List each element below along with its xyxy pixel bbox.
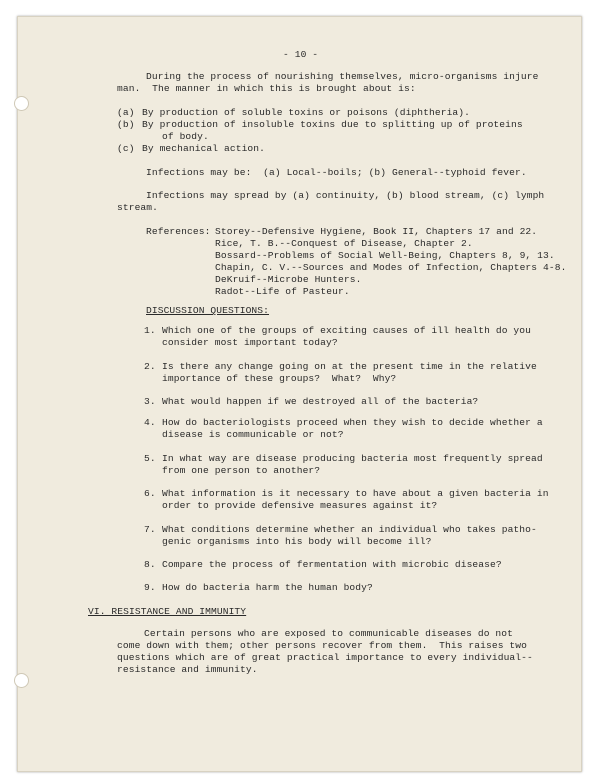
question-text: consider most important today? [162, 337, 338, 348]
infections-types: Infections may be: (a) Local--boils; (b) General--typhoid fever. [146, 167, 527, 178]
list-item: By production of soluble toxins or poisons (diphtheria). [142, 107, 471, 118]
list-marker: (b) [117, 119, 135, 130]
closing-line: Certain persons who are exposed to communicable diseases do not [144, 628, 514, 639]
question-text: How do bacteriologists proceed when they wish to decide whether a [162, 417, 543, 428]
section-heading: VI. RESISTANCE AND IMMUNITY [88, 606, 247, 617]
question-text: from one person to another? [162, 465, 321, 476]
question-number: 3. [144, 396, 156, 407]
list-marker: (a) [117, 107, 135, 118]
question-text: importance of these groups? What? Why? [162, 373, 397, 384]
question-text: order to provide defensive measures against it? [162, 500, 438, 511]
punch-hole [14, 673, 29, 688]
question-number: 7. [144, 524, 156, 535]
reference-item: DeKruif--Microbe Hunters. [215, 274, 362, 285]
spread-line: Infections may spread by (a) continuity, (b) blood stream, (c) lymph [146, 190, 545, 201]
reference-item: Bossard--Problems of Social Well-Being, Chapters 8, 9, 13. [215, 250, 555, 261]
question-text: What conditions determine whether an individual who takes patho- [162, 524, 537, 535]
question-number: 6. [144, 488, 156, 499]
reference-item: Rice, T. B.--Conquest of Disease, Chapter 2. [215, 238, 473, 249]
spread-line: stream. [117, 202, 159, 213]
question-text: Is there any change going on at the present time in the relative [162, 361, 537, 372]
question-text: disease is communicable or not? [162, 429, 344, 440]
list-item: of body. [162, 131, 209, 142]
intro-line: During the process of nourishing themselves, micro-organisms injure [146, 71, 539, 82]
closing-line: resistance and immunity. [117, 664, 258, 675]
question-number: 8. [144, 559, 156, 570]
question-number: 5. [144, 453, 156, 464]
question-text: Which one of the groups of exciting causes of ill health do you [162, 325, 532, 336]
reference-item: Radot--Life of Pasteur. [215, 286, 350, 297]
list-item: By mechanical action. [142, 143, 266, 154]
question-text: How do bacteria harm the human body? [162, 582, 373, 593]
punch-hole [14, 96, 29, 111]
question-number: 1. [144, 325, 156, 336]
question-number: 2. [144, 361, 156, 372]
page-number: - 10 - [283, 49, 319, 60]
question-text: In what way are disease producing bacteria most frequently spread [162, 453, 543, 464]
list-item: By production of insoluble toxins due to splitting up of proteins [142, 119, 523, 130]
question-text: genic organisms into his body will become ill? [162, 536, 432, 547]
reference-item: Chapin, C. V.--Sources and Modes of Infection, Chapters 4-8. [215, 262, 567, 273]
question-text: What information is it necessary to have about a given bacteria in [162, 488, 549, 499]
question-text: Compare the process of fermentation with microbic disease? [162, 559, 502, 570]
closing-line: questions which are of great practical importance to every individual-- [117, 652, 533, 663]
reference-item: Storey--Defensive Hygiene, Book II, Chapters 17 and 22. [215, 226, 538, 237]
list-marker: (c) [117, 143, 135, 154]
references-label: References: [146, 226, 211, 237]
discussion-heading: DISCUSSION QUESTIONS: [146, 305, 270, 316]
question-text: What would happen if we destroyed all of the bacteria? [162, 396, 479, 407]
question-number: 9. [144, 582, 156, 593]
question-number: 4. [144, 417, 156, 428]
closing-line: come down with them; other persons recover from them. This raises two [117, 640, 528, 651]
intro-line: man. The manner in which this is brought about is: [117, 83, 416, 94]
